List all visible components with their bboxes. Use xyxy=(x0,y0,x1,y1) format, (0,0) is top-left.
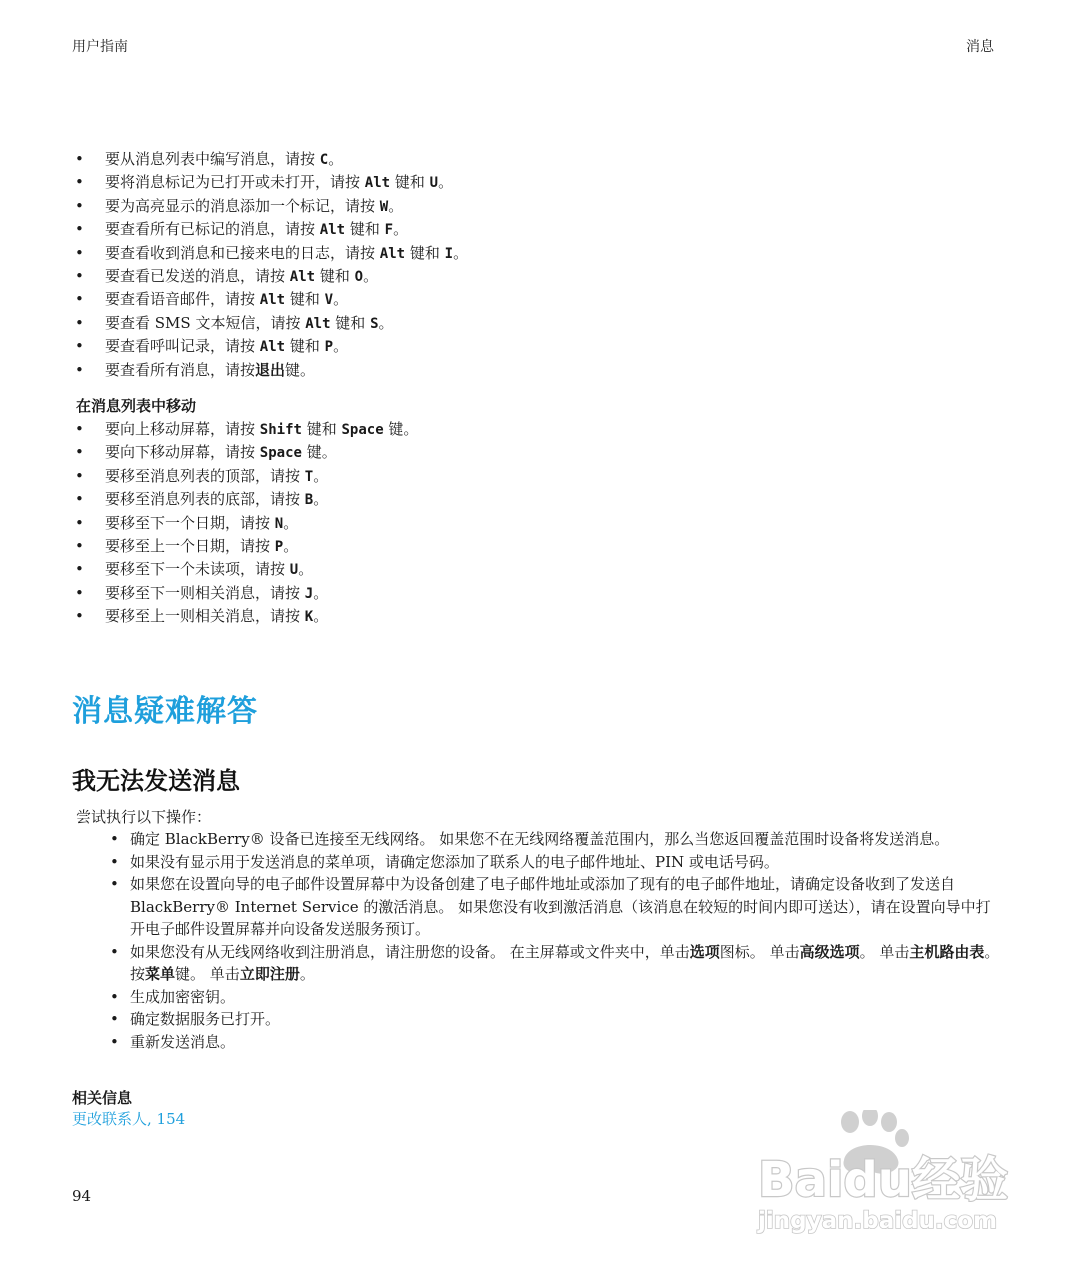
bullet: • xyxy=(75,150,84,168)
list-item: • 要将消息标记为已打开或未打开，请按 Alt 键和 U。 xyxy=(72,171,1002,194)
section-heading: 消息疑难解答 xyxy=(72,694,258,729)
key-label: P xyxy=(324,339,334,356)
bullet: • xyxy=(75,607,84,626)
list-item: • 要向上移动屏幕，请按 Shift 键和 Space 键。 xyxy=(72,418,1002,441)
key-label: O xyxy=(354,268,364,285)
key-label: J xyxy=(304,585,314,602)
key-label: P xyxy=(274,538,284,555)
key-name-bold: 退出 xyxy=(255,360,286,379)
key-label: Alt xyxy=(259,292,286,309)
key-label: Space xyxy=(341,422,384,438)
bullet: • xyxy=(75,360,84,379)
shortcut-list xyxy=(72,148,1002,382)
bullet: • xyxy=(75,536,84,555)
list-item: • 生成加密密钥。 xyxy=(108,986,1003,1009)
list-item: • 确定数据服务已打开。 xyxy=(108,1008,1003,1031)
list-item: • 要移至消息列表的底部，请按 B。 xyxy=(72,488,1002,511)
key-label: K xyxy=(304,609,314,626)
list-item: • 如果您在设置向导的电子邮件设置屏幕中为设备创建了电子邮件地址或添加了现有的电子邮件地址，请确定设备收到了发送自 BlackBerry® Internet Service 的激活消息。 如果您没有收到激活消息（该消息在较短的时间内即可送达），请在设置向导中打开电子邮件设置屏幕并向设备发送服务预订。 xyxy=(110,875,991,938)
bullet: • xyxy=(110,830,119,848)
key-label: Alt xyxy=(305,315,331,332)
key-label: B xyxy=(304,492,314,509)
list-item: • 要为高亮显示的消息添加一个标记，请按 W。 xyxy=(72,195,1002,218)
key-label: C xyxy=(319,152,329,168)
watermark-brand-text: Baidu经验 xyxy=(758,1152,1008,1208)
bullet: • xyxy=(75,290,84,309)
ui-term-options: 选项 xyxy=(689,942,720,961)
related-info-title: 相关信息 xyxy=(72,1089,133,1107)
bullet: • xyxy=(110,942,119,961)
key-label: W xyxy=(379,198,389,215)
topic-heading: 我无法发送消息 xyxy=(72,767,240,795)
key-label: U xyxy=(429,175,439,192)
list-item: • 重新发送消息。 xyxy=(108,1031,1003,1054)
page-number: 94 xyxy=(72,1187,92,1205)
related-link-change-contact[interactable]: 更改联系人, 154 xyxy=(72,1110,186,1128)
bullet: • xyxy=(75,583,84,602)
list-item: • 要查看收到消息和已接来电的日志，请按 Alt 键和 I。 xyxy=(72,242,1002,265)
key-label: Space xyxy=(259,445,302,462)
list-item: • 要移至消息列表的顶部，请按 T。 xyxy=(72,465,1002,488)
key-label: Alt xyxy=(259,339,286,356)
bullet: • xyxy=(75,266,84,285)
troubleshooting-list xyxy=(108,828,1003,1053)
key-label: F xyxy=(384,222,394,239)
key-label: I xyxy=(444,245,454,262)
list-item: • 要查看语音邮件，请按 Alt 键和 V。 xyxy=(72,288,1002,311)
bullet: • xyxy=(75,196,84,215)
bullet: • xyxy=(110,1010,119,1028)
bullet: • xyxy=(110,987,119,1006)
key-label: N xyxy=(274,515,284,532)
bullet: • xyxy=(75,560,84,579)
list-item: • 要向下移动屏幕，请按 Space 键。 xyxy=(72,441,1002,464)
list-item: • 如果您没有从无线网络收到注册消息，请注册您的设备。 在主屏幕或文件夹中，单击选项图标。 单击高级选项。 单击主机路由表。 按菜单键。 单击立即注册。 xyxy=(110,942,1000,983)
list-item: • 如果没有显示用于发送消息的菜单项，请确定您添加了联系人的电子邮件地址、PIN 或电话号码。 xyxy=(108,851,1003,874)
list-item: • 要移至上一则相关消息，请按 K。 xyxy=(72,605,1002,628)
key-label: V xyxy=(324,292,334,309)
bullet: • xyxy=(75,173,84,192)
key-label: Alt xyxy=(289,268,316,285)
baidu-watermark-logo xyxy=(752,1110,1012,1240)
navigation-shortcut-list xyxy=(72,418,1002,629)
bullet: • xyxy=(75,337,84,356)
list-item: • 要查看已发送的消息，请按 Alt 键和 O。 xyxy=(72,265,1002,288)
list-item: • 要移至下一则相关消息，请按 J。 xyxy=(72,582,1002,605)
key-label: T xyxy=(304,468,314,485)
list-item: • 要查看所有已标记的消息，请按 Alt 键和 F。 xyxy=(72,218,1002,241)
bullet: • xyxy=(75,420,84,438)
key-label: Alt xyxy=(364,175,391,192)
watermark-url-text: jingyan.baidu.com xyxy=(758,1208,998,1234)
bullet: • xyxy=(110,875,119,893)
key-label: Shift xyxy=(259,422,302,438)
bullet: • xyxy=(75,443,84,462)
list-item: • 要查看 SMS 文本短信，请按 Alt 键和 S。 xyxy=(72,312,1002,335)
ui-term-menu: 菜单 xyxy=(145,965,176,983)
list-item: • 要从消息列表中编写消息，请按 C。 xyxy=(72,148,1002,171)
ui-term-advanced-options: 高级选项 xyxy=(799,942,860,961)
bullet: • xyxy=(75,243,84,262)
key-label: Alt xyxy=(379,245,406,262)
bullet: • xyxy=(75,220,84,239)
section-title-navigation: 在消息列表中移动 xyxy=(76,397,197,415)
key-label: S xyxy=(370,315,379,332)
intro-text: 尝试执行以下操作： xyxy=(76,808,212,826)
ui-term-host-routing-table: 主机路由表 xyxy=(909,942,985,961)
bullet: • xyxy=(110,1032,119,1051)
list-item: • 要移至下一个日期，请按 N。 xyxy=(72,512,1002,535)
list-item: • 确定 BlackBerry® 设备已连接至无线网络。 如果您不在无线网络覆盖范围内，那么当您返回覆盖范围时设备将发送消息。 xyxy=(108,828,1003,851)
header-guide-title: 用户指南 xyxy=(72,39,128,55)
bullet: • xyxy=(110,852,119,871)
bullet: • xyxy=(75,513,84,532)
list-item: • 要移至下一个未读项，请按 U。 xyxy=(72,558,1002,581)
bullet: • xyxy=(75,466,84,485)
list-item: • 要移至上一个日期，请按 P。 xyxy=(72,535,1002,558)
key-label: Alt xyxy=(319,222,346,239)
key-label: U xyxy=(289,562,299,579)
bullet: • xyxy=(75,313,84,332)
header-section-title: 消息 xyxy=(966,39,994,55)
list-item: • 要查看所有消息，请按退出键。 xyxy=(72,359,1002,382)
list-item: • 要查看呼叫记录，请按 Alt 键和 P。 xyxy=(72,335,1002,358)
bullet: • xyxy=(75,490,84,509)
ui-term-register-now: 立即注册 xyxy=(239,965,300,983)
